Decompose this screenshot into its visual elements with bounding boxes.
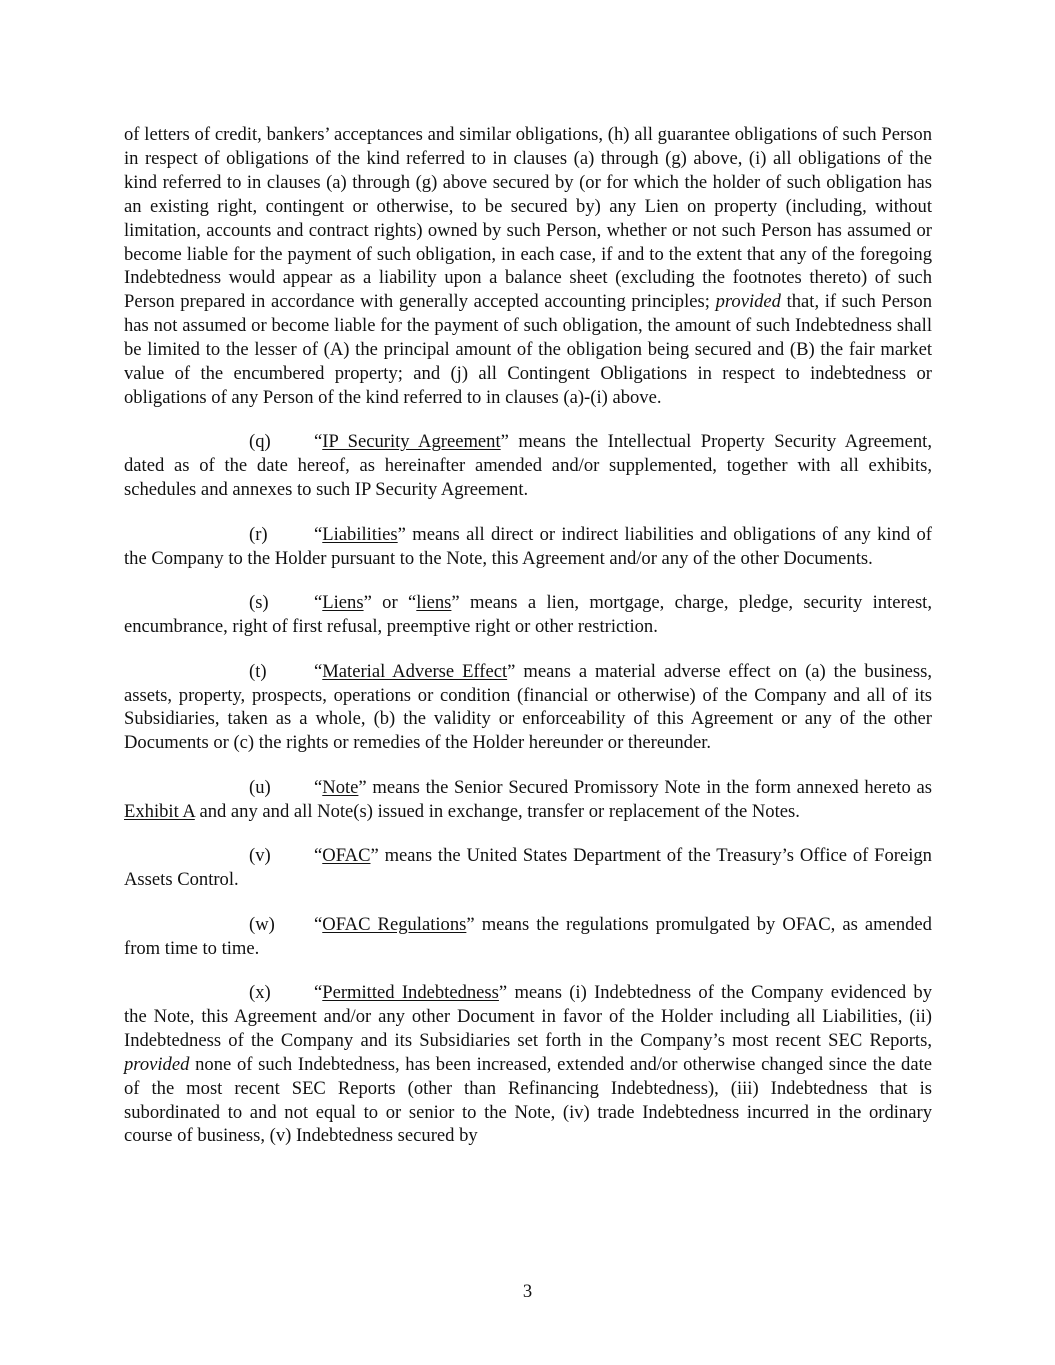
document-body [124, 123, 932, 1169]
defined-term: Liabilities [322, 523, 398, 545]
clause-label: (v) [249, 845, 271, 867]
definition-text: means the Senior Secured Promissory Note in the form annexed hereto as [372, 776, 932, 798]
paragraph-indebtedness-continued [124, 123, 932, 410]
defined-term: Liens [322, 592, 364, 614]
exhibit-reference: Exhibit A [124, 800, 195, 822]
italic-provided: provided [124, 1053, 190, 1075]
paragraph-text: that, if such Person has not assumed or become liable for the payment of such obligation, the amount of such Indebtedness shall be limited to the lesser of (A) the principal amount of the obligation being secured and (B) the fair market value of the encumbered property; and (j) all Contingent Obligations in respect to indebtedness or obligations of any Person of the kind referred to in clauses (a)-(i) above. [124, 291, 933, 408]
clause-label: (s) [249, 592, 269, 614]
defined-term: Permitted Indebtedness [322, 982, 499, 1004]
definition-text: means the regulations promulgated by OFAC, as amended from time to time. [124, 913, 932, 959]
definition-ip-security-agreement: (q) “IP Security Agreement” means the Intellectual Property Security Agreement, dated as of the date hereof, as hereinafter amended and/or supplemented, together with all exhibits, schedules and annexes to such IP Security Agreement. [124, 431, 932, 501]
definition-text: means all direct or indirect liabilities and obligations of any kind of the Company to the Holder pursuant to the Note, this Agreement and/or any of the other Documents. [124, 523, 932, 569]
definition-liens: (s) “Liens” or “liens” means a lien, mortgage, charge, pledge, security interest, encumbrance, right of first refusal, preemptive right or other restriction. [124, 592, 932, 638]
paragraph-text: of letters of credit, bankers’ acceptances and similar obligations, (h) all guarantee obligations of such Person in respect of obligations of the kind referred to in clauses (a) through (g) above, (i) all obligations of the kind referred to in clauses (a) through (g) above secured by (or for which the holder of such obligation has an existing right, contingent or otherwise, to be secured by) any Lien on property (including, without limitation, accounts and contract rights) owned by such Person, whether or not such Person has assumed or become liable for the payment of such obligation, in each case, if and to the extent that any of the foregoing Indebtedness would appear as a liability upon a balance sheet (excluding the footnotes thereto) of such Person prepared in accordance with generally accepted accounting principles; [124, 124, 932, 313]
clause-label: (t) [249, 660, 267, 682]
definition-text: means the United States Department of the Treasury’s Office of Foreign Assets Control. [124, 845, 932, 891]
defined-term: Material Adverse Effect [322, 660, 508, 682]
definition-liabilities: (r) “Liabilities” means all direct or indirect liabilities and obligations of any kind of the Company to the Holder pursuant to the Note, this Agreement and/or any of the other Documents. [124, 523, 932, 569]
definition-text: means a material adverse effect on (a) the business, assets, property, prospects, operations or condition (financial or otherwise) of the Company and all of its Subsidiaries, taken as a whole, (b) the validity or enforceability of this Agreement or any of the other Documents or (c) the rights or remedies of the Holder hereunder or thereunder. [124, 660, 932, 754]
definition-note: (u) “Note” means the Senior Secured Promissory Note in the form annexed hereto as Exhibit A and any and all Note(s) issued in exchange, transfer or replacement of the Notes. [124, 776, 932, 822]
definition-text: means the Intellectual Property Security Agreement, dated as of the date hereof, as hereinafter amended and/or supplemented, together with all exhibits, schedules and annexes to such IP Security Agreement. [124, 431, 932, 501]
clause-label: (w) [249, 913, 275, 935]
definition-material-adverse-effect: (t) “Material Adverse Effect” means a material adverse effect on (a) the business, assets, property, prospects, operations or condition (financial or otherwise) of the Company and all of its Subsidiaries, taken as a whole, (b) the validity or enforceability of this Agreement or any of the other Documents or (c) the rights or remedies of the Holder hereunder or thereunder. [124, 660, 932, 754]
page-number: 3 [522, 1281, 533, 1302]
italic-provided: provided [715, 291, 781, 313]
definition-text: none of such Indebtedness, has been increased, extended and/or otherwise changed since the date of the most recent SEC Reports (other than Refinancing Indebtedness), (iii) Indebtedness that is subordinated to and not equal to or senior to the Note, (iv) trade Indebtedness incurred in the ordinary course of business, (v) Indebtedness secured by [124, 1053, 932, 1147]
defined-term: OFAC [322, 845, 371, 867]
definition-permitted-indebtedness: (x) “Permitted Indebtedness” means (i) Indebtedness of the Company evidenced by the Note, this Agreement and/or any other Document in favor of the Holder including all Liabilities, (ii) Indebtedness of the Company and its Subsidiaries set forth in the Company’s most recent SEC Reports, provided none of such Indebtedness, has been increased, extended and/or otherwise changed since the date of the most recent SEC Reports (other than Refinancing Indebtedness), (iii) Indebtedness that is subordinated to and not equal to or senior to the Note, (iv) trade Indebtedness incurred in the ordinary course of business, (v) Indebtedness secured by [124, 982, 932, 1147]
defined-term: IP Security Agreement [322, 431, 501, 453]
defined-term: liens [416, 592, 452, 614]
clause-label: (x) [249, 982, 271, 1004]
definition-ofac-regulations: (w) “OFAC Regulations” means the regulations promulgated by OFAC, as amended from time to time. [124, 913, 932, 959]
defined-term: OFAC Regulations [322, 913, 467, 935]
clause-label: (u) [249, 776, 271, 798]
definition-text: means a lien, mortgage, charge, pledge, security interest, encumbrance, right of first refusal, preemptive right or other restriction. [124, 592, 932, 638]
definition-text: means (i) Indebtedness of the Company evidenced by the Note, this Agreement and/or any other Document in favor of the Holder including all Liabilities, (ii) Indebtedness of the Company and its Subsidiaries set forth in the Company’s most recent SEC Reports, [124, 982, 932, 1051]
clause-label: (q) [249, 431, 271, 453]
definition-text: and any and all Note(s) issued in exchange, transfer or replacement of the Notes. [199, 800, 800, 822]
clause-label: (r) [249, 523, 268, 545]
definition-ofac: (v) “OFAC” means the United States Department of the Treasury’s Office of Foreign Assets Control. [124, 845, 932, 891]
defined-term: Note [322, 776, 359, 798]
